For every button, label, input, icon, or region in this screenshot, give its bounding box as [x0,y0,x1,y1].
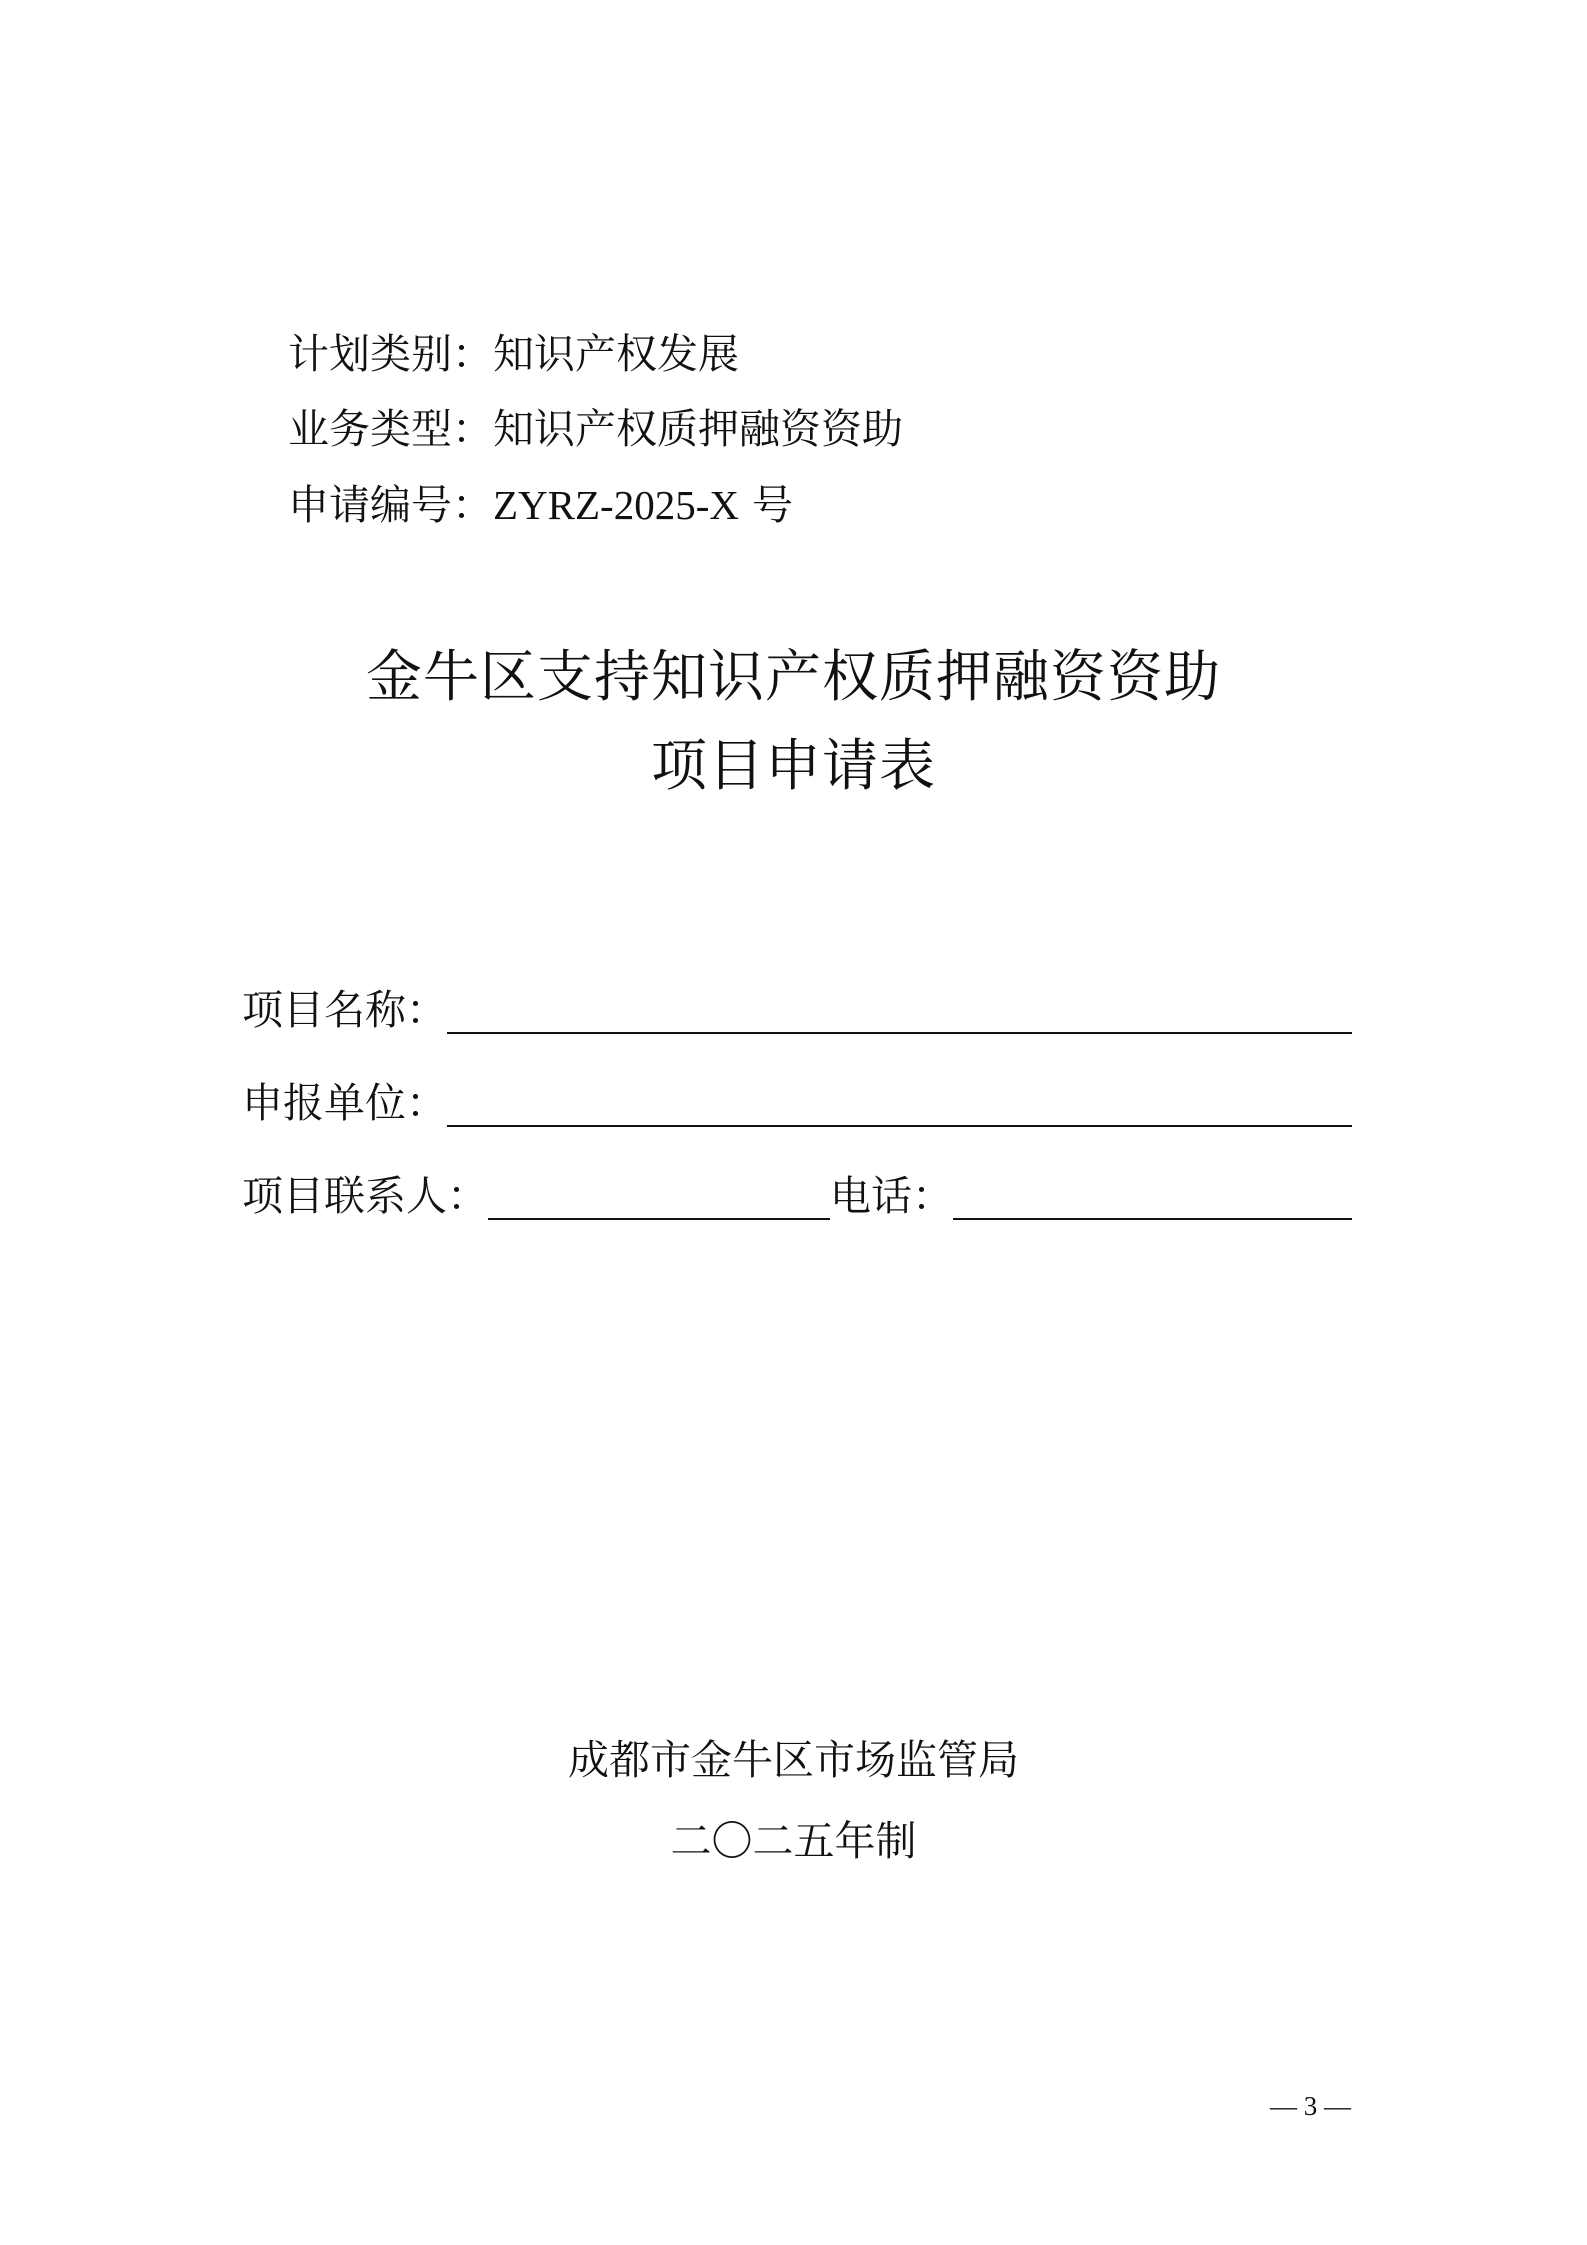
application-number-suffix: 号 [738,481,794,529]
plan-category-line [288,326,739,382]
applicant-unit-blank[interactable] [447,1075,1352,1127]
contact-phone-field [242,1164,1352,1224]
business-type-value: 知识产权质押融资资助 [493,405,903,453]
project-name-field [242,978,1352,1038]
application-number-label: 申请编号： [288,481,493,529]
project-name-label: 项目名称： [242,986,447,1034]
application-number-value: ZYRZ-2025-X [493,482,739,528]
document-title-line-2: 项目申请表 [651,734,936,799]
application-number-line [288,477,793,533]
phone-blank[interactable] [953,1168,1352,1220]
issuer-name: 成都市金牛区市场监管局 [568,1736,1019,1784]
plan-category-value: 知识产权发展 [493,330,739,378]
document-title-line-1: 金牛区支持知识产权质押融资资助 [366,645,1221,710]
business-type-label: 业务类型： [288,405,493,453]
applicant-unit-label: 申报单位： [242,1079,447,1127]
page-number: — 3 — [1270,2091,1351,2121]
contact-label: 项目联系人： [242,1172,488,1220]
phone-label: 电话： [830,1172,953,1220]
contact-blank[interactable] [488,1168,830,1220]
project-name-blank[interactable] [447,982,1352,1034]
business-type-line [288,401,903,457]
issue-year: 二〇二五年制 [670,1817,917,1865]
plan-category-label: 计划类别： [288,330,493,378]
applicant-unit-field [242,1071,1352,1131]
